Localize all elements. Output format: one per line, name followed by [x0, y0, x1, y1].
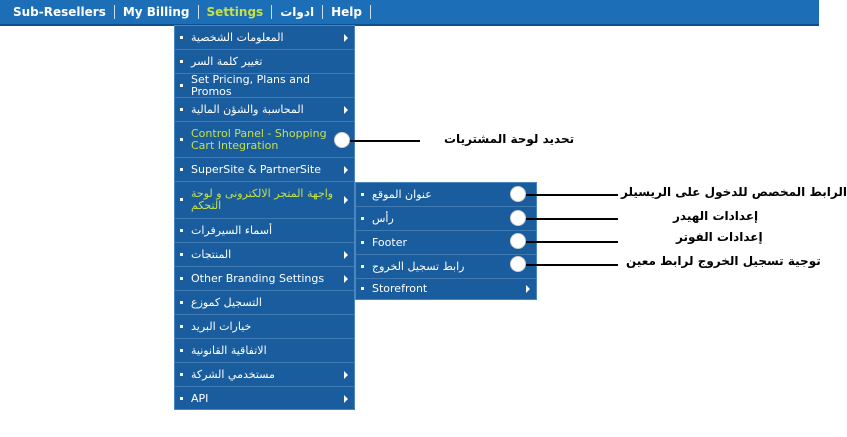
callout-connector-line: [342, 140, 420, 142]
bullet-icon: [180, 325, 183, 328]
menu-item-name-servers[interactable]: [175, 219, 354, 243]
nav-help[interactable]: Help: [331, 5, 362, 19]
callout-dot: [334, 132, 350, 148]
menu-item-label: أسماء السيرفرات: [191, 223, 273, 237]
chevron-right-icon: [344, 275, 348, 283]
bullet-icon: [361, 265, 364, 268]
callout-dot: [510, 256, 526, 272]
menu-item-other-branding[interactable]: [175, 267, 354, 291]
bullet-icon: [180, 36, 183, 39]
menu-item-api[interactable]: [175, 387, 354, 411]
menu-item-pricing[interactable]: [175, 74, 354, 98]
menu-item-label: المعلومات الشخصية: [191, 30, 284, 44]
menu-item-label: Footer: [372, 235, 407, 249]
bullet-icon: [180, 138, 183, 141]
menu-item-label: تغيير كلمة السر: [191, 54, 263, 68]
menu-item-label: خيارات البريد: [191, 319, 252, 333]
bullet-icon: [180, 168, 183, 171]
chevron-right-icon: [344, 371, 348, 379]
callout-dot: [510, 233, 526, 249]
menu-item-company-users[interactable]: [175, 363, 354, 387]
callout-connector-line: [518, 194, 618, 196]
nav-sub-resellers[interactable]: Sub-Resellers: [13, 5, 106, 19]
callout-dot: [510, 210, 526, 226]
callout-dot: [510, 186, 526, 202]
menu-item-accounting[interactable]: [175, 98, 354, 122]
chevron-right-icon: [526, 285, 530, 293]
menu-item-storefront-control-panel[interactable]: [175, 182, 354, 219]
chevron-right-icon: [344, 251, 348, 259]
submenu-item-header[interactable]: [356, 207, 536, 231]
menu-item-control-panel-integration[interactable]: [175, 122, 354, 158]
menu-item-label: Other Branding Settings: [191, 271, 325, 285]
bullet-icon: [361, 193, 364, 196]
settings-dropdown-menu: [174, 25, 355, 410]
menu-item-label: التسجيل كموزع: [191, 295, 262, 309]
nav-divider: [370, 5, 371, 19]
callout-label: الرابط المخصص للدخول على الريسيلر: [621, 185, 847, 199]
bullet-icon: [180, 253, 183, 256]
menu-item-label: API: [191, 392, 209, 405]
bullet-icon: [180, 349, 183, 352]
bullet-icon: [180, 84, 183, 87]
chevron-right-icon: [344, 395, 348, 403]
menu-item-personal-info[interactable]: [175, 26, 354, 50]
callout-connector-line: [518, 241, 618, 243]
callout-label: إعدادات الفوتر: [676, 230, 763, 244]
chevron-right-icon: [344, 166, 348, 174]
menu-item-register-reseller[interactable]: [175, 291, 354, 315]
bullet-icon: [180, 229, 183, 232]
nav-my-billing[interactable]: My Billing: [122, 5, 190, 19]
chevron-right-icon: [344, 106, 348, 114]
bullet-icon: [180, 60, 183, 63]
menu-item-legal-agreement[interactable]: [175, 339, 354, 363]
bullet-icon: [180, 108, 183, 111]
callout-label: توجية تسجيل الخروج لرابط معين: [626, 254, 821, 268]
menu-item-label: المحاسبة والشؤن المالية: [191, 102, 304, 116]
menu-item-label: SuperSite & PartnerSite: [191, 162, 322, 176]
menu-item-label: Set Pricing, Plans and Promos: [191, 72, 310, 98]
bullet-icon: [361, 287, 364, 290]
nav-tools[interactable]: ادوات: [280, 5, 315, 19]
chevron-right-icon: [344, 196, 348, 204]
callout-connector-line: [518, 218, 618, 220]
bullet-icon: [361, 241, 364, 244]
menu-item-products[interactable]: [175, 243, 354, 267]
top-nav-bar: [0, 0, 819, 26]
bullet-icon: [180, 198, 183, 201]
submenu-item-footer[interactable]: [356, 231, 536, 255]
chevron-right-icon: [344, 34, 348, 42]
bullet-icon: [180, 397, 183, 400]
bullet-icon: [180, 301, 183, 304]
menu-item-label: مستخدمي الشركة: [191, 367, 275, 381]
callout-label: إعدادات الهيدر: [673, 209, 759, 223]
callout-connector-line: [518, 264, 618, 266]
callout-label: تحديد لوحة المشتريات: [444, 132, 575, 146]
submenu-item-site-url[interactable]: [356, 183, 536, 207]
menu-item-label: Control Panel - Shopping Cart Integration: [191, 126, 327, 152]
menu-item-label: Storefront: [372, 282, 428, 295]
menu-item-label: رابط تسجيل الخروج: [372, 259, 465, 273]
menu-item-label: رأس: [372, 211, 394, 225]
bullet-icon: [180, 373, 183, 376]
menu-item-label: عنوان الموقع: [372, 187, 432, 201]
bullet-icon: [180, 277, 183, 280]
submenu-item-logout-link[interactable]: [356, 255, 536, 279]
menu-item-label: واجهة المتجر الالكترونى و لوحة التحكم: [191, 187, 334, 212]
bullet-icon: [361, 217, 364, 220]
submenu-item-storefront[interactable]: [356, 279, 536, 299]
menu-item-label: المنتجات: [191, 247, 232, 261]
menu-item-label: الاتفاقية القانونية: [191, 343, 267, 357]
menu-item-mail-options[interactable]: [175, 315, 354, 339]
menu-item-supersite[interactable]: [175, 158, 354, 182]
nav-settings[interactable]: Settings: [206, 5, 264, 19]
menu-item-change-password[interactable]: [175, 50, 354, 74]
